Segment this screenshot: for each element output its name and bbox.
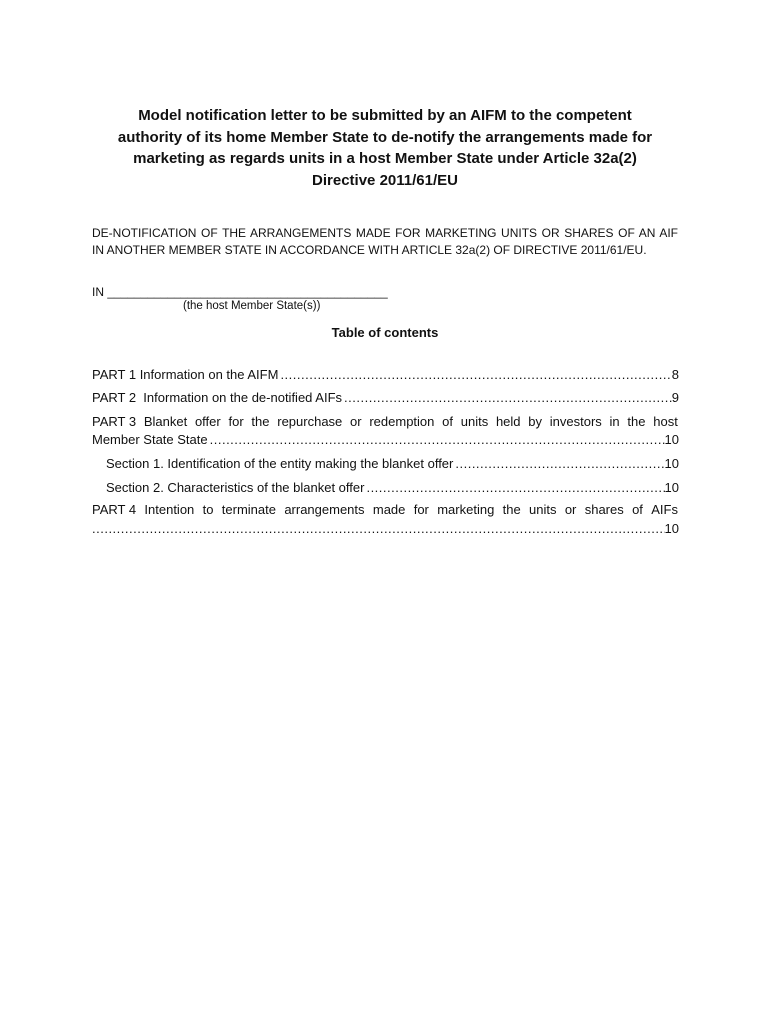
toc-leader-dots xyxy=(278,366,671,384)
toc-entry-page: 10 xyxy=(664,521,679,536)
in-prefix: IN xyxy=(92,285,104,299)
toc-entry-label-line-1: PART 3 Blanket offer for the repurchase or redemption of units held by investors in the host xyxy=(92,414,678,429)
toc-entry-label: PART 1 Information on the AIFM xyxy=(92,367,279,382)
toc-leader-dots xyxy=(208,431,665,449)
toc-entry-part-4[interactable] xyxy=(92,501,678,519)
toc-entry-part-2[interactable] xyxy=(92,389,679,407)
title-line-3: marketing as regards units in a host Member State under Article 32a(2) xyxy=(133,150,637,167)
host-member-state-caption: (the host Member State(s)) xyxy=(183,300,321,312)
title-line-2: authority of its home Member State to de-notify the arrangements made for xyxy=(117,128,653,146)
toc-entry-section-1[interactable] xyxy=(106,455,679,473)
toc-leader-dots xyxy=(453,455,664,473)
denotification-heading: DE-NOTIFICATION OF THE ARRANGEMENTS MADE FOR MARKETING UNITS OR SHARES OF AN AIF IN ANOTHER MEMBER STATE IN ACCORDANCE WITH ARTICLE 32a(2) OF DIRECTIVE 2011/61/EU. xyxy=(92,226,678,257)
title-line-1: Model notification letter to be submitted by an AIFM to the competent xyxy=(138,107,632,124)
toc-entry-part-1[interactable] xyxy=(92,366,679,384)
toc-entry-label: PART 2 Information on the de-notified AIFs xyxy=(92,390,343,405)
toc-leader-dots xyxy=(342,389,672,407)
toc-entry-part-3[interactable] xyxy=(92,413,678,431)
toc-entry-page: 10 xyxy=(664,432,679,447)
toc-entry-page: 9 xyxy=(671,390,679,405)
toc-heading: Table of contents xyxy=(331,325,439,340)
toc-entry-page: 10 xyxy=(664,456,679,471)
toc-entry-label-line-1: PART 4 Intention to terminate arrangements made for marketing the units or shares of AIFs xyxy=(92,502,678,517)
toc-entry-part-3-line-2[interactable] xyxy=(92,431,679,449)
toc-entry-page: 8 xyxy=(671,367,679,382)
toc-leader-dots xyxy=(92,520,665,538)
host-member-state-blank: __________________________________________ xyxy=(107,285,388,299)
toc-entry-label: Member State State xyxy=(92,432,208,447)
toc-entry-section-2[interactable] xyxy=(106,479,679,497)
toc-entry-page: 10 xyxy=(664,480,679,495)
document-title xyxy=(100,105,670,191)
toc-leader-dots xyxy=(364,479,664,497)
title-line-4: Directive 2011/61/EU xyxy=(312,171,458,189)
toc-entry-label: Section 2. Characteristics of the blanket offer xyxy=(106,480,365,495)
toc-entry-label: Section 1. Identification of the entity making the blanket offer xyxy=(106,456,454,471)
toc-entry-part-4-line-2[interactable] xyxy=(92,520,679,538)
